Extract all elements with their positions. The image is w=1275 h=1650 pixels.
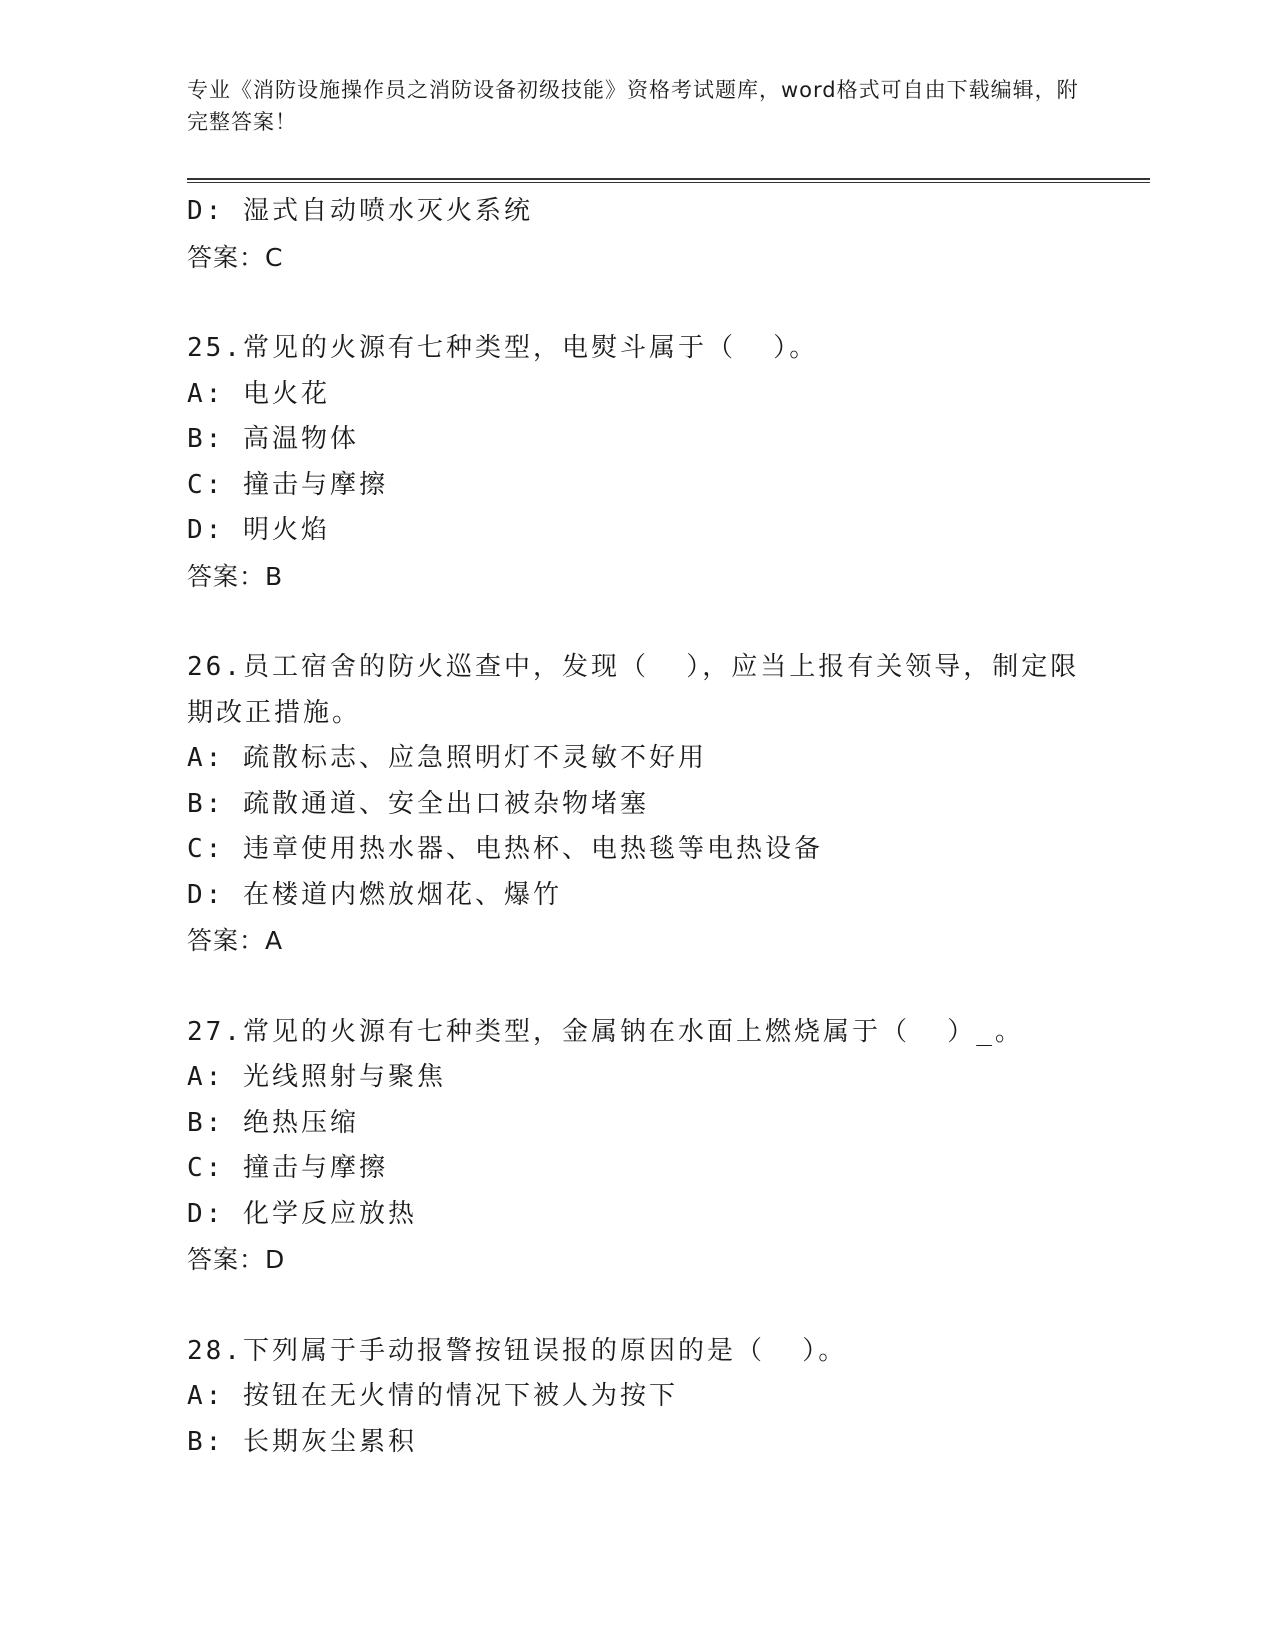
page-header: 专业《消防设施操作员之消防设备初级技能》资格考试题库，word格式可自由下载编辑，附完整答案！ bbox=[187, 78, 1079, 134]
option-d: D: 明火焰 bbox=[187, 515, 330, 545]
question-stem-continued: 期改正措施。 bbox=[187, 697, 362, 728]
spacer bbox=[187, 964, 1087, 1010]
question-stem: 28.下列属于手动报警按钮误报的原因的是（ ）。 bbox=[187, 1335, 848, 1366]
option-a: A: 疏散标志、应急照明灯不灵敏不好用 bbox=[187, 743, 707, 773]
question-stem: 26.员工宿舍的防火巡查中，发现（ ），应当上报有关领导，制定限 bbox=[187, 652, 1080, 682]
option-a: A: 按钮在无火情的情况下被人为按下 bbox=[187, 1381, 678, 1411]
header-rule-thick bbox=[187, 178, 1150, 180]
option-b: B: 高温物体 bbox=[187, 424, 359, 454]
question-25 bbox=[187, 326, 1087, 599]
question-28 bbox=[187, 1329, 1087, 1466]
option-b: B: 绝热压缩 bbox=[187, 1107, 359, 1138]
header-rule-thin bbox=[187, 182, 1150, 183]
question-27 bbox=[187, 1010, 1087, 1283]
document-body bbox=[187, 189, 1087, 1465]
option-c: C: 撞击与摩擦 bbox=[187, 1153, 388, 1183]
question-stem: 25.常见的火源有七种类型，电熨斗属于（ ）。 bbox=[187, 333, 819, 363]
answer-line: 答案：D bbox=[187, 1245, 286, 1274]
option-b: B: 疏散通道、安全出口被杂物堵塞 bbox=[187, 788, 649, 819]
spacer bbox=[187, 599, 1087, 645]
option-b: B: 长期灰尘累积 bbox=[187, 1426, 417, 1457]
option-a: A: 光线照射与聚焦 bbox=[187, 1062, 446, 1092]
option-d: D: 在楼道内燃放烟花、爆竹 bbox=[187, 879, 562, 910]
spacer bbox=[187, 280, 1087, 326]
question-stem: 27.常见的火源有七种类型，金属钠在水面上燃烧属于（ ）_。 bbox=[187, 1016, 1024, 1047]
answer-line: 答案：A bbox=[187, 926, 284, 955]
option-c: C: 违章使用热水器、电热杯、电热毯等电热设备 bbox=[187, 834, 823, 864]
question-26 bbox=[187, 645, 1087, 964]
option-c: C: 撞击与摩擦 bbox=[187, 469, 388, 500]
spacer bbox=[187, 1283, 1087, 1329]
option-d: D: 化学反应放热 bbox=[187, 1198, 417, 1229]
answer-line: 答案：B bbox=[187, 561, 284, 591]
answer-line: 答案：C bbox=[187, 242, 284, 272]
option-a: A: 电火花 bbox=[187, 378, 330, 409]
option-d: D: 湿式自动喷水灭火系统 bbox=[187, 196, 533, 226]
